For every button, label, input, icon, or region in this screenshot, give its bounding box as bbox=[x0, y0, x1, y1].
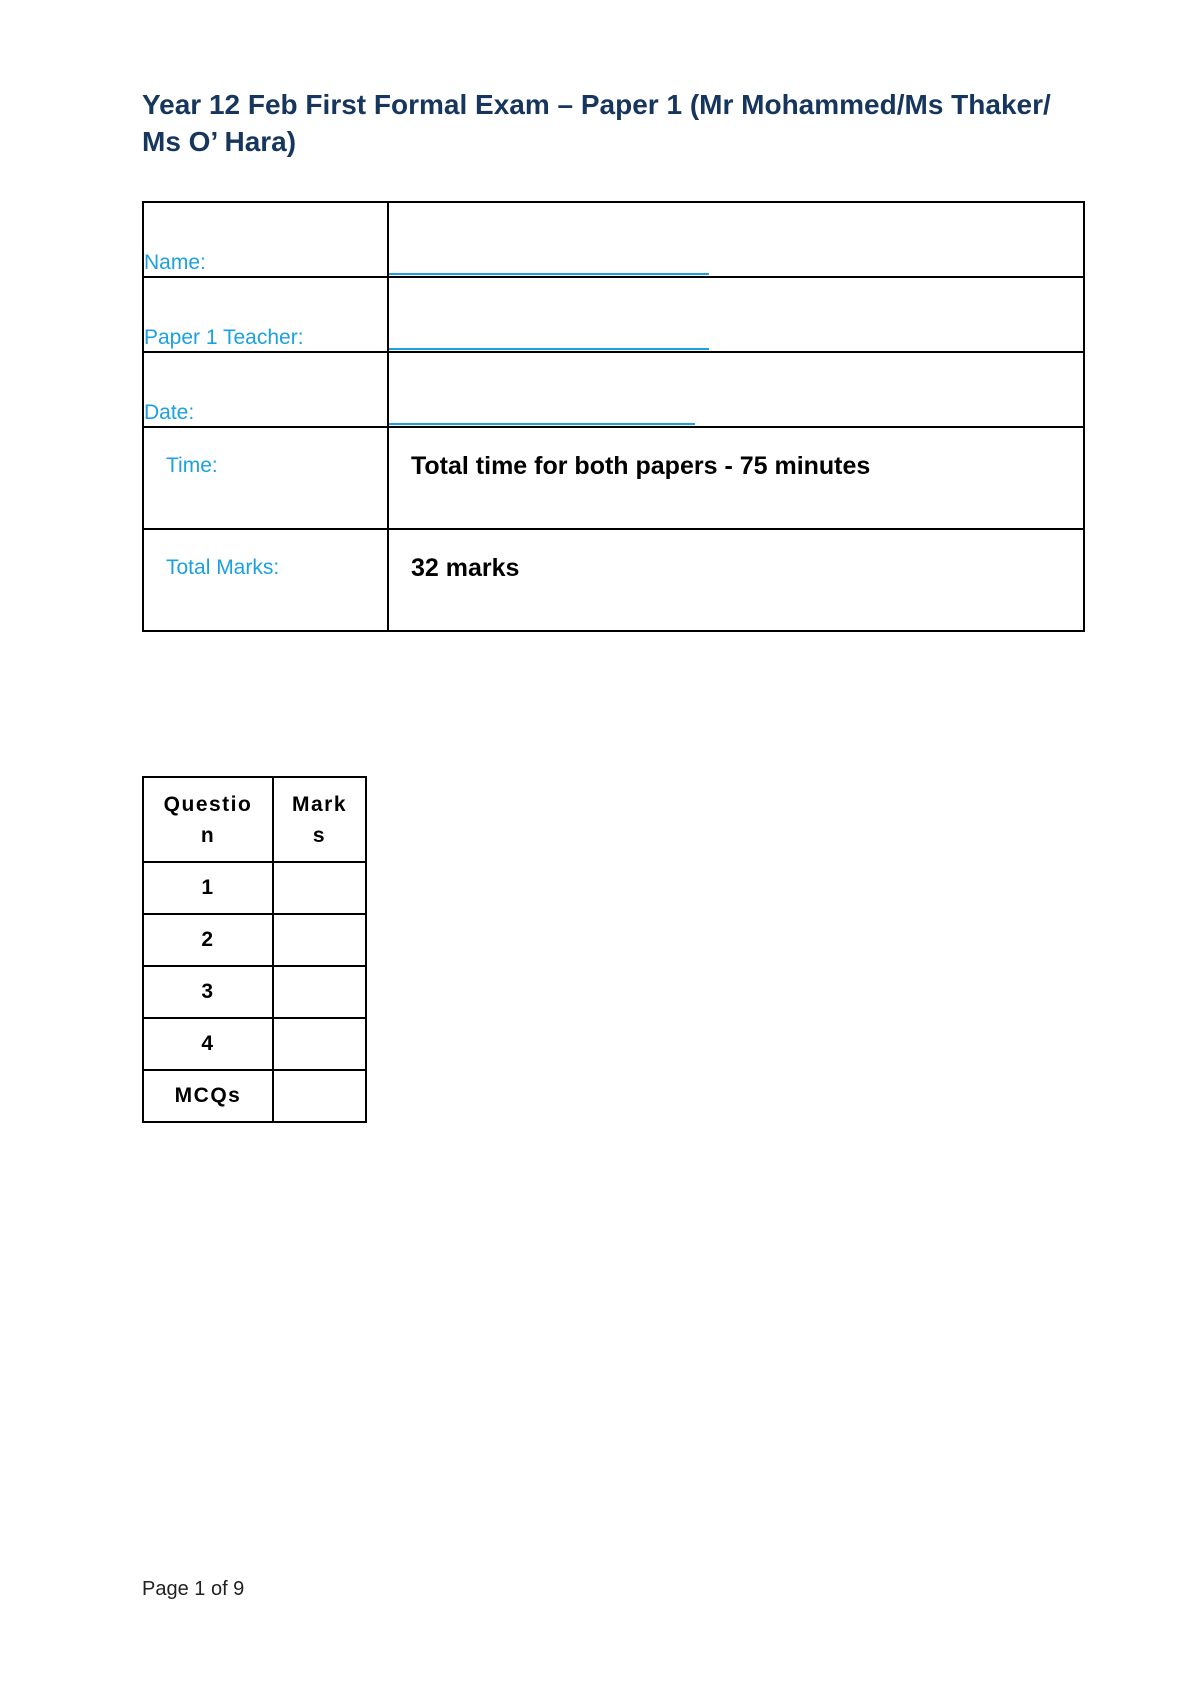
name-row bbox=[143, 202, 1084, 277]
time-value-cell bbox=[388, 427, 1084, 529]
total-marks-value: 32 marks bbox=[411, 554, 520, 582]
name-label-cell bbox=[143, 202, 388, 277]
time-label-cell bbox=[143, 427, 388, 529]
page-number: Page 1 of 9 bbox=[142, 1578, 245, 1600]
marks-cell[interactable] bbox=[273, 862, 366, 914]
score-header-row bbox=[143, 777, 366, 862]
date-blank-line bbox=[389, 423, 695, 425]
student-info-table bbox=[142, 201, 1085, 632]
marks-cell[interactable] bbox=[273, 1070, 366, 1122]
name-label: Name: bbox=[144, 251, 206, 274]
time-row bbox=[143, 427, 1084, 529]
question-number: 2 bbox=[143, 914, 273, 966]
table-row bbox=[143, 1018, 366, 1070]
name-field[interactable] bbox=[388, 202, 1084, 277]
time-value: Total time for both papers - 75 minutes bbox=[411, 452, 871, 480]
teacher-label-cell bbox=[143, 277, 388, 352]
marks-column-header: Mark s bbox=[273, 777, 366, 862]
marks-cell[interactable] bbox=[273, 914, 366, 966]
total-marks-label: Total Marks: bbox=[166, 556, 280, 579]
question-number: 1 bbox=[143, 862, 273, 914]
total-marks-label-cell bbox=[143, 529, 388, 631]
teacher-blank-line bbox=[389, 348, 709, 350]
table-row bbox=[143, 1070, 366, 1122]
teacher-row bbox=[143, 277, 1084, 352]
question-marks-table bbox=[142, 776, 367, 1123]
table-row bbox=[143, 862, 366, 914]
table-row bbox=[143, 914, 366, 966]
date-label-cell bbox=[143, 352, 388, 427]
question-number: MCQs bbox=[143, 1070, 273, 1122]
question-number: 4 bbox=[143, 1018, 273, 1070]
date-row bbox=[143, 352, 1084, 427]
question-number: 3 bbox=[143, 966, 273, 1018]
name-blank-line bbox=[389, 273, 709, 275]
date-field[interactable] bbox=[388, 352, 1084, 427]
time-label: Time: bbox=[166, 454, 218, 477]
page-title: Year 12 Feb First Formal Exam – Paper 1 (Mr Mohammed/Ms Thaker/ Ms O’ Hara) bbox=[142, 89, 1051, 157]
teacher-field[interactable] bbox=[388, 277, 1084, 352]
total-marks-row bbox=[143, 529, 1084, 631]
teacher-label: Paper 1 Teacher: bbox=[144, 326, 304, 349]
table-row bbox=[143, 966, 366, 1018]
date-label: Date: bbox=[144, 401, 195, 424]
marks-cell[interactable] bbox=[273, 1018, 366, 1070]
marks-cell[interactable] bbox=[273, 966, 366, 1018]
total-marks-value-cell bbox=[388, 529, 1084, 631]
question-column-header: Questio n bbox=[143, 777, 273, 862]
